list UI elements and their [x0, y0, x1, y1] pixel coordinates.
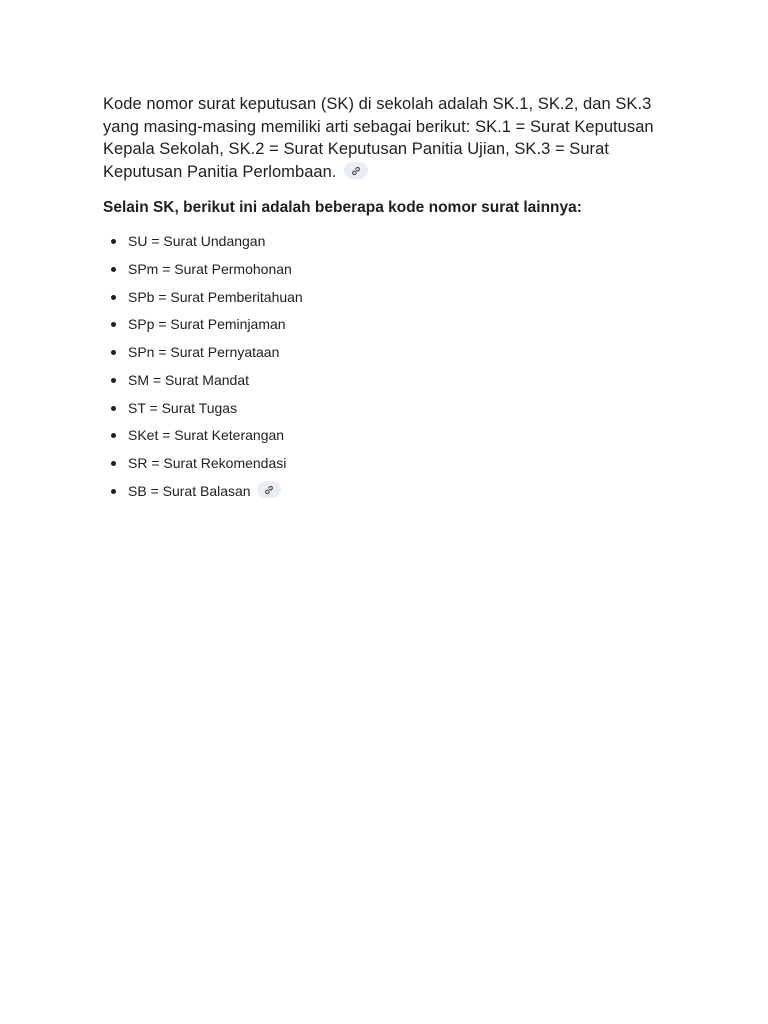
list-item-label: SKet = Surat Keterangan — [128, 427, 285, 444]
link-icon — [264, 485, 274, 495]
list-item-label: SPn = Surat Pernyataan — [128, 344, 280, 361]
list-item — [103, 369, 663, 397]
list-item — [103, 397, 663, 425]
list-item — [103, 286, 663, 314]
intro-text: Kode nomor surat keputusan (SK) di sekolah adalah SK.1, SK.2, dan SK.3 yang masing-masing memiliki arti sebagai berikut: SK.1 = Surat Keputusan Kepala Sekolah, SK.2 = Surat Keputusan Panitia Ujian, SK.3 = Surat Keputusan Panitia Perlombaan. — [103, 95, 654, 181]
bullet-icon — [111, 322, 116, 327]
bullet-icon — [111, 489, 116, 494]
list-item — [103, 452, 663, 480]
bullet-icon — [111, 406, 116, 411]
list-item-label: SPp = Surat Peminjaman — [128, 316, 286, 333]
bullet-icon — [111, 295, 116, 300]
link-icon — [351, 166, 361, 176]
bullet-icon — [111, 378, 116, 383]
answer-content — [103, 93, 663, 507]
list-item-label: SB = Surat Balasan — [128, 482, 251, 499]
list-item-label: SM = Surat Mandat — [128, 371, 250, 388]
source-link-chip[interactable] — [257, 481, 281, 498]
list-item-label: SU = Surat Undangan — [128, 233, 266, 250]
list-item-label: SR = Surat Rekomendasi — [128, 454, 287, 471]
list-item-label: ST = Surat Tugas — [128, 399, 238, 416]
bullet-icon — [111, 350, 116, 355]
bullet-icon — [111, 433, 116, 438]
list-item-label: SPb = Surat Pemberitahuan — [128, 288, 303, 305]
list-item — [103, 424, 663, 452]
intro-paragraph — [103, 93, 663, 183]
bullet-icon — [111, 267, 116, 272]
list-item — [103, 230, 663, 258]
bullet-icon — [111, 461, 116, 466]
list-item — [103, 313, 663, 341]
list-item — [103, 258, 663, 286]
section-heading: Selain SK, berikut ini adalah beberapa kode nomor surat lainnya: — [103, 199, 582, 217]
list-item — [103, 341, 663, 369]
list-item-label: SPm = Surat Permohonan — [128, 261, 292, 278]
bullet-icon — [111, 239, 116, 244]
source-link-chip[interactable] — [344, 162, 368, 179]
code-list — [103, 230, 663, 507]
list-item — [103, 480, 663, 508]
